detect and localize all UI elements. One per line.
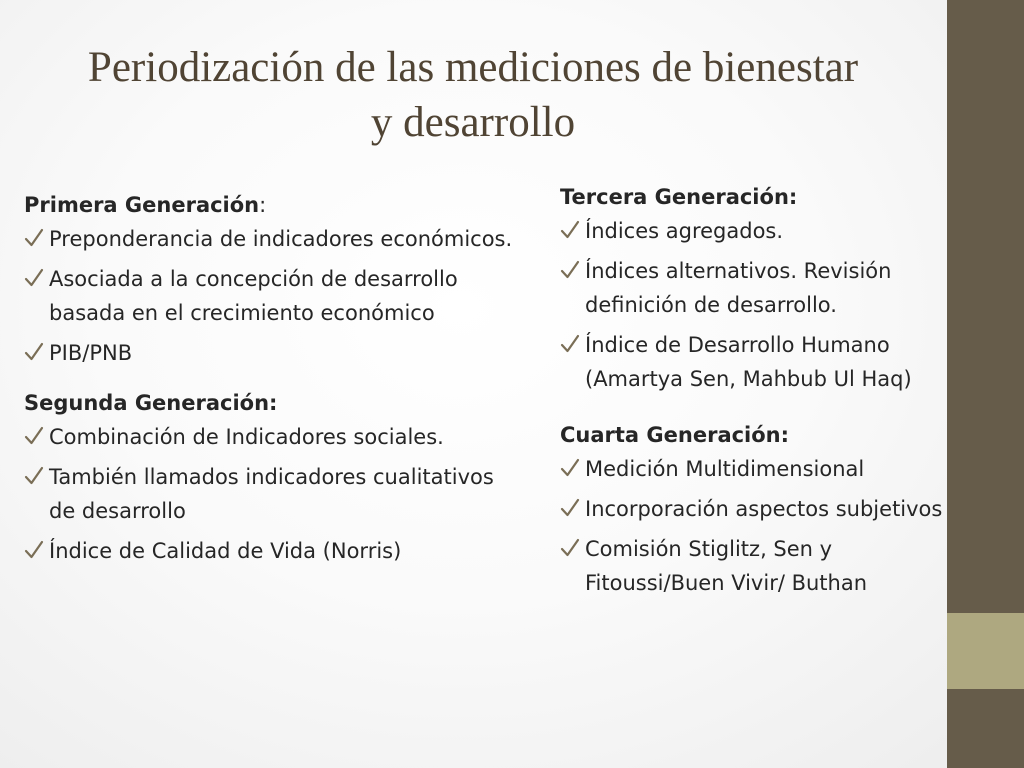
slide-title-line-1: Periodización de las mediciones de bienestar xyxy=(87,44,859,91)
list-item xyxy=(24,336,524,370)
bullet-list xyxy=(24,420,524,568)
section-primera-generacion xyxy=(24,188,524,370)
list-item-text: PIB/PNB xyxy=(49,341,133,365)
left-column xyxy=(24,188,524,574)
checkmark-icon xyxy=(560,333,580,355)
list-item-text: Incorporación aspectos subjetivos xyxy=(585,497,943,521)
checkmark-icon xyxy=(24,539,44,561)
list-item-text: Medición Multidimensional xyxy=(585,457,865,481)
list-item-text: Índices agregados. xyxy=(585,219,784,243)
checkmark-icon xyxy=(24,465,44,487)
slide-title-line-2: y desarrollo xyxy=(370,99,576,146)
checkmark-icon xyxy=(24,425,44,447)
checkmark-icon xyxy=(24,227,44,249)
checkmark-icon xyxy=(560,537,580,559)
list-item xyxy=(560,254,970,322)
list-item xyxy=(24,262,524,330)
section-heading xyxy=(24,188,524,222)
checkmark-icon xyxy=(560,259,580,281)
list-item xyxy=(24,222,524,256)
checkmark-icon xyxy=(560,457,580,479)
list-item-text: Combinación de Indicadores sociales. xyxy=(49,425,444,449)
list-item xyxy=(24,420,524,454)
bullet-list xyxy=(560,214,970,396)
checkmark-icon xyxy=(24,341,44,363)
list-item xyxy=(560,532,970,600)
section-heading: Tercera Generación: xyxy=(560,185,798,209)
section-heading-colon: : xyxy=(259,193,267,217)
section-segunda-generacion xyxy=(24,386,524,568)
list-item xyxy=(560,214,970,248)
section-tercera-generacion xyxy=(560,180,970,396)
bullet-list xyxy=(560,452,970,600)
bullet-list xyxy=(24,222,524,370)
list-item xyxy=(560,452,970,486)
list-item-text: Índice de Desarrollo Humano (Amartya Sen, Mahbub Ul Haq) xyxy=(585,333,912,391)
section-heading-text: Primera Generación xyxy=(24,193,260,217)
right-column xyxy=(560,180,970,606)
list-item xyxy=(560,492,970,526)
checkmark-icon xyxy=(560,219,580,241)
list-item-text: Comisión Stiglitz, Sen y Fitoussi/Buen Vivir/ Buthan xyxy=(585,537,868,595)
list-item-text: Índice de Calidad de Vida (Norris) xyxy=(49,539,402,563)
list-item-text: Asociada a la concepción de desarrollo basada en el crecimiento económico xyxy=(49,267,458,325)
section-heading: Cuarta Generación: xyxy=(560,423,790,447)
list-item-text: También llamados indicadores cualitativos de desarrollo xyxy=(49,465,494,523)
slide-title xyxy=(40,40,906,150)
list-item xyxy=(24,534,524,568)
list-item-text: Preponderancia de indicadores económicos. xyxy=(49,227,513,251)
section-heading: Segunda Generación: xyxy=(24,391,278,415)
list-item-text: Índices alternativos. Revisión definición de desarrollo. xyxy=(585,259,892,317)
section-cuarta-generacion xyxy=(560,418,970,600)
list-item xyxy=(560,328,970,396)
checkmark-icon xyxy=(560,497,580,519)
checkmark-icon xyxy=(24,267,44,289)
sidebar-accent-block xyxy=(947,613,1024,689)
list-item xyxy=(24,460,524,528)
